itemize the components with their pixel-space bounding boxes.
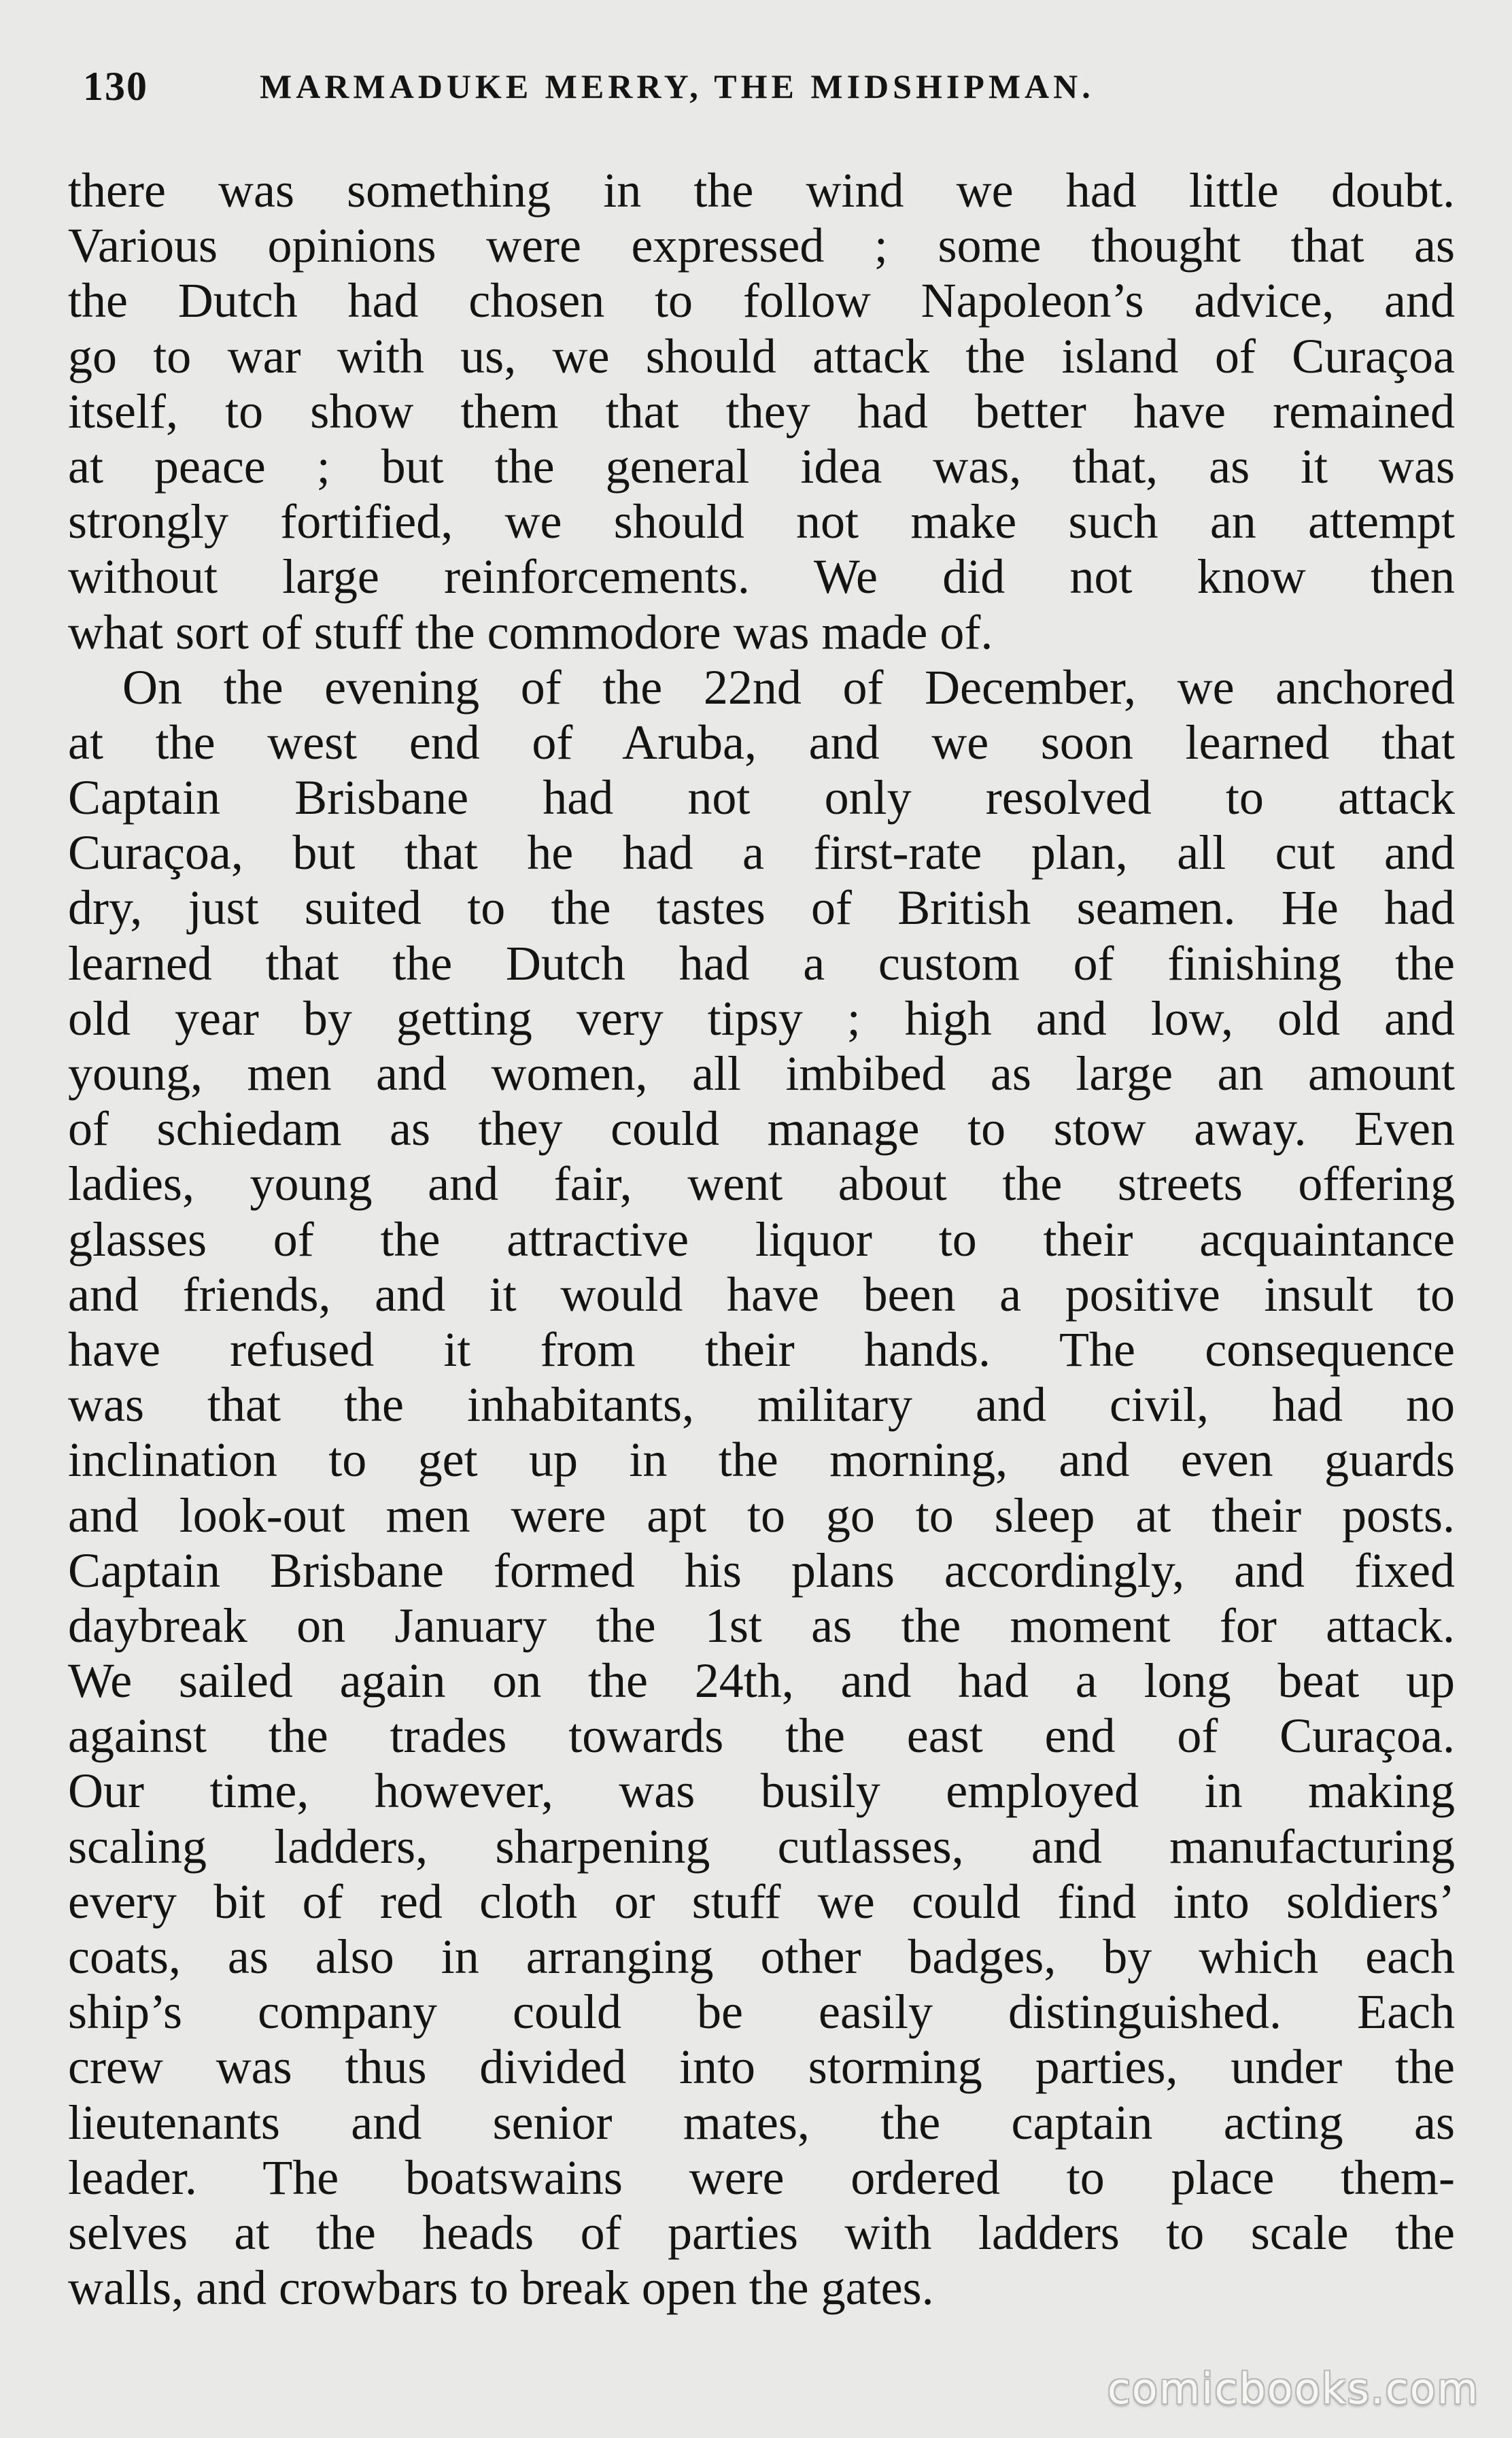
text-line: the Dutch had chosen to follow Napoleon’s advice, and (68, 273, 1455, 328)
text-line: have refused it from their hands. The consequence (68, 1322, 1455, 1377)
running-title: MARMADUKE MERRY, THE MIDSHIPMAN. (260, 67, 1095, 105)
body-text (68, 163, 1455, 2316)
text-line: and friends, and it would have been a positive insult to (68, 1267, 1455, 1322)
text-line: of schiedam as they could manage to stow away. Even (68, 1101, 1455, 1156)
text-line: Our time, however, was busily employed in making (68, 1764, 1455, 1819)
paragraph-start-line: On the evening of the 22nd of December, we anchored (122, 659, 1455, 715)
text-line: young, men and women, all imbibed as large an amount (68, 1046, 1455, 1101)
text-line: ship’s company could be easily distinguished. Each (68, 1985, 1455, 2040)
page-number: 130 (83, 63, 148, 109)
text-line: without large reinforcements. We did not know then (68, 549, 1455, 604)
text-line: ladies, young and fair, went about the streets offering (68, 1156, 1455, 1212)
page-header (83, 56, 1436, 117)
text-line: Captain Brisbane had not only resolved to attack (68, 770, 1455, 825)
text-line: and look-out men were apt to go to sleep at their posts. (68, 1488, 1455, 1543)
text-line: dry, just suited to the tastes of British seamen. He had (68, 880, 1455, 935)
text-line: at peace ; but the general idea was, that, as it was (68, 439, 1455, 494)
text-line: selves at the heads of parties with ladders to scale the (68, 2205, 1455, 2260)
text-line: leader. The boatswains were ordered to place them- (68, 2150, 1455, 2205)
text-line: inclination to get up in the morning, and even guards (68, 1432, 1455, 1488)
paragraph-end-line: what sort of stuff the commodore was made of. (68, 604, 993, 659)
text-line: there was something in the wind we had little doubt. (68, 163, 1455, 218)
text-line: old year by getting very tipsy ; high and low, old and (68, 991, 1455, 1046)
text-line: learned that the Dutch had a custom of finishing the (68, 935, 1455, 991)
text-line: was that the inhabitants, military and civil, had no (68, 1377, 1455, 1432)
text-line: itself, to show them that they had better have remained (68, 383, 1455, 439)
text-line: lieutenants and senior mates, the captain acting as (68, 2095, 1455, 2150)
text-line: glasses of the attractive liquor to their acquaintance (68, 1212, 1455, 1267)
text-line: Curaçoa, but that he had a first-rate plan, all cut and (68, 825, 1455, 880)
text-line: at the west end of Aruba, and we soon learned that (68, 715, 1455, 770)
watermark: comicbooks.com (1107, 2364, 1479, 2414)
text-line: strongly fortified, we should not make such an attempt (68, 494, 1455, 549)
text-line: daybreak on January the 1st as the moment for attack. (68, 1598, 1455, 1653)
text-line: We sailed again on the 24th, and had a long beat up (68, 1653, 1455, 1709)
text-line: every bit of red cloth or stuff we could find into soldiers’ (68, 1874, 1455, 1929)
text-line: crew was thus divided into storming parties, under the (68, 2040, 1455, 2095)
text-line: coats, as also in arranging other badges, by which each (68, 1929, 1455, 1984)
text-line: Captain Brisbane formed his plans accordingly, and fixed (68, 1543, 1455, 1598)
text-line: go to war with us, we should attack the island of Curaçoa (68, 328, 1455, 383)
text-line: scaling ladders, sharpening cutlasses, and manufacturing (68, 1819, 1455, 1874)
text-line: against the trades towards the east end of Curaçoa. (68, 1709, 1455, 1764)
text-line: Various opinions were expressed ; some thought that as (68, 218, 1455, 273)
paragraph-end-line: walls, and crowbars to break open the gates. (68, 2261, 934, 2316)
